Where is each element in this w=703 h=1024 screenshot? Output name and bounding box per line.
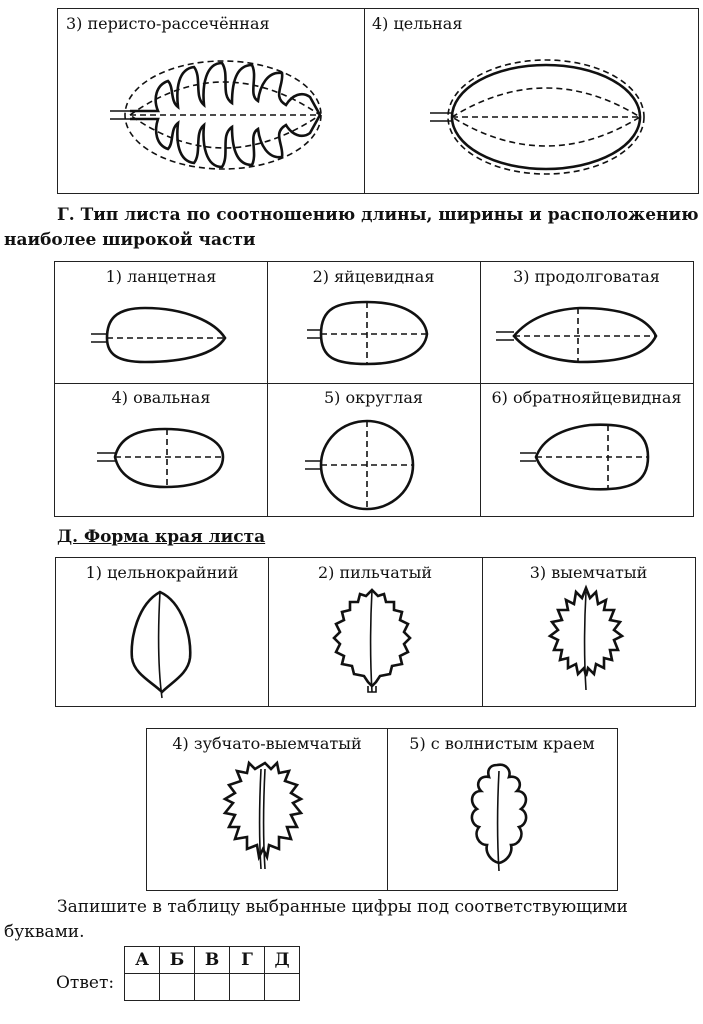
cell-label: 2) яйцевидная (312, 267, 435, 286)
cell-label: 4) цельная (372, 14, 463, 33)
cell-lanceolate (55, 262, 267, 383)
answer-input-cell[interactable] (195, 974, 230, 1001)
cell-oblong (480, 262, 693, 383)
leaf-margin-table (55, 557, 696, 707)
cell-wavy-margin (387, 729, 617, 890)
answer-input-cell[interactable] (230, 974, 265, 1001)
leaf-division-table (57, 8, 699, 194)
answer-letter: Б (160, 947, 195, 974)
cell-label: 3) продолговатая (513, 267, 660, 286)
section-d-heading (57, 525, 265, 549)
oblong-leaf-icon (480, 262, 693, 383)
cell-label: 5) с волнистым краем (409, 734, 595, 753)
answer-letter: Г (230, 947, 265, 974)
lanceolate-leaf-icon (55, 262, 267, 383)
cell-pinnately-dissected (58, 9, 364, 193)
section-g-heading-line2: наиболее широкой части (4, 230, 256, 250)
cell-serrate (268, 558, 482, 706)
wavy-margin-leaf-icon (387, 729, 617, 890)
instruction-text-cont (4, 920, 604, 944)
cell-dentate-notched (147, 729, 387, 890)
instruction-text (57, 895, 702, 919)
section-g-heading-line1: Г. Тип листа по соотношению длины, ширины и расположению (57, 205, 699, 225)
cell-round (267, 383, 480, 516)
dentate-notched-leaf-icon (147, 729, 387, 890)
leaf-margin-table-2 (146, 728, 618, 891)
notched-leaf-icon (482, 558, 695, 706)
cell-label: 5) округлая (324, 388, 423, 407)
cell-entire-margin (56, 558, 268, 706)
cell-label: 3) выемчатый (529, 563, 648, 582)
section-g-heading (57, 203, 702, 227)
obovate-leaf-icon (480, 383, 693, 516)
cell-entire (364, 9, 698, 193)
cell-obovate (480, 383, 693, 516)
ovate-leaf-icon (267, 262, 480, 383)
answer-input-cell[interactable] (125, 974, 160, 1001)
entire-leaf-icon (364, 9, 698, 193)
pinnately-dissected-leaf-icon (58, 9, 364, 193)
answer-input-cell[interactable] (160, 974, 195, 1001)
instruction-line1: Запишите в таблицу выбранные цифры под соответствующими (57, 897, 628, 917)
cell-label: 6) обратнояйцевидная (491, 388, 682, 407)
cell-label: 4) зубчато-выемчатый (172, 734, 362, 753)
answer-input-row (125, 974, 300, 1001)
instruction-line2: буквами. (4, 922, 85, 942)
answer-letter: В (195, 947, 230, 974)
answer-input-cell[interactable] (265, 974, 300, 1001)
serrate-leaf-icon (268, 558, 482, 706)
answer-letter: Д (265, 947, 300, 974)
section-g-heading-cont (4, 228, 604, 252)
section-d-heading-text: Д. Форма края листа (57, 527, 266, 547)
cell-label: 2) пильчатый (317, 563, 433, 582)
answer-table (124, 946, 300, 1001)
cell-label: 1) ланцетная (105, 267, 217, 286)
cell-oval (55, 383, 267, 516)
round-leaf-icon (267, 383, 480, 516)
cell-label: 3) перисто-рассечённая (66, 14, 270, 33)
leaf-type-table (54, 261, 694, 517)
cell-label: 1) цельнокрайний (85, 563, 239, 582)
answer-label: Ответ: (56, 973, 115, 993)
entire-margin-leaf-icon (56, 558, 268, 706)
oval-leaf-icon (55, 383, 267, 516)
cell-ovate (267, 262, 480, 383)
cell-label: 4) овальная (111, 388, 211, 407)
answer-letter: А (125, 947, 160, 974)
answer-letters-row (125, 947, 300, 974)
cell-notched (482, 558, 695, 706)
